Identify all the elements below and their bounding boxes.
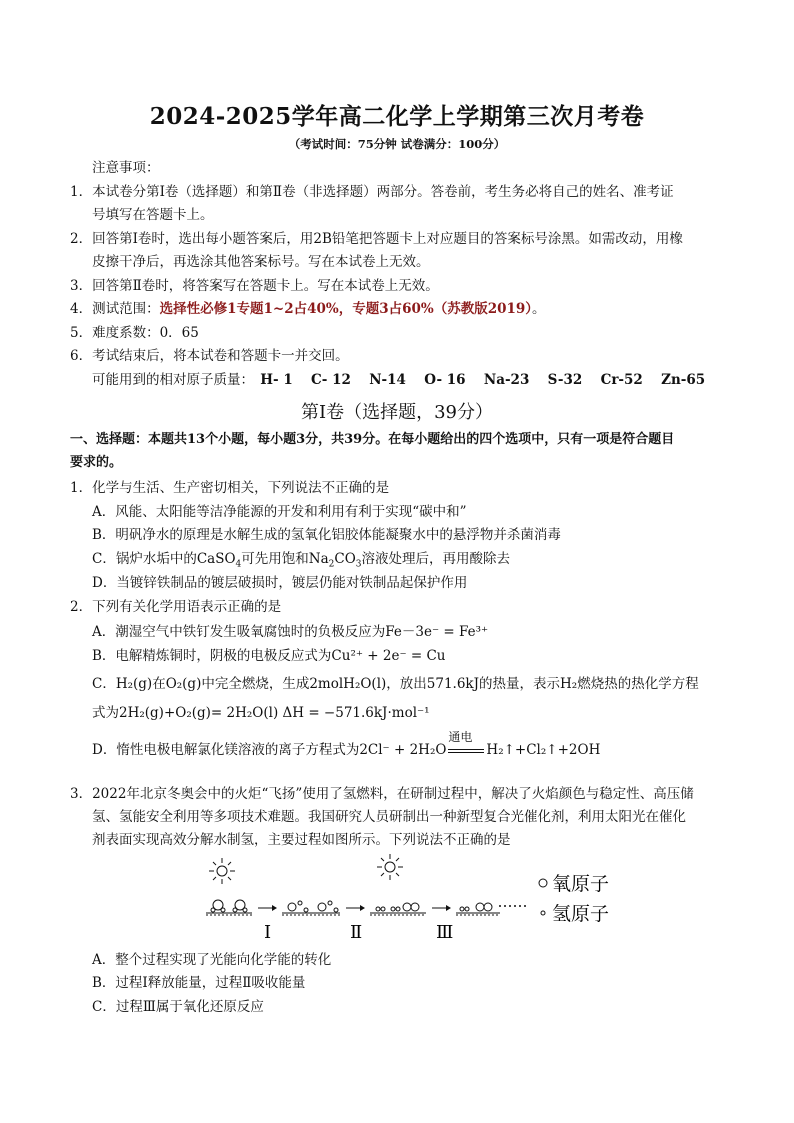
sun-icon <box>209 858 235 884</box>
notice-line: 3．回答第Ⅱ卷时，将答案写在答题卡上。写在本试卷上无效。 <box>70 278 439 294</box>
notice-scope-range: 选择性必修1专题1~2占40%，专题3占60%（苏教版2019） <box>159 301 533 317</box>
option-c-post: 溶液处理后，再用酸除去 <box>361 551 511 567</box>
question-stem-cont: 剂表面实现高效分解水制氢，主要过程如图所示。下列说法不正确的是 <box>92 832 511 848</box>
option-a: A．风能、太阳能等洁净能源的开发和利用有利于实现“碳中和” <box>92 504 467 520</box>
stage-label: Ⅱ <box>350 922 363 943</box>
oxygen-atom-icon <box>539 879 547 887</box>
hydrogen-atom-icon <box>541 911 545 915</box>
notice-submit: 6．考试结束后，将本试卷和答题卡一并交回。 <box>70 348 349 364</box>
option-c: C．H₂(g)在O₂(g)中完全燃烧，生成2molH₂O(l)，放出571.6kJ的热量，表示H₂燃烧热的热化学方程 <box>92 676 699 692</box>
part-heading: 一、选择题：本题共13个小题，每小题3分，共39分。在每小题给出的四个选项中，只有一项是符合题目 <box>70 432 675 447</box>
notice-line: 皮擦干净后，再选涂其他答案标号。写在本试卷上无效。 <box>92 254 430 270</box>
option-a: A．潮湿空气中铁钉发生吸氧腐蚀时的负极反应为Fe－3e⁻ = Fe³⁺ <box>92 624 489 640</box>
atomic-masses <box>92 370 719 390</box>
question-stem: 2．下列有关化学用语表示正确的是 <box>70 599 282 615</box>
option-c: C．过程Ⅲ属于氧化还原反应 <box>92 999 264 1015</box>
water-molecules <box>206 900 252 915</box>
atomic-mass: Cr-52 <box>600 372 643 388</box>
page-title: 2024-2025学年高二化学上学期第三次月考卷 <box>149 103 645 130</box>
notice-line: 2．回答第Ⅰ卷时，选出每小题答案后，用2B铅笔把答题卡上对应题目的答案标号涂黑。如需改动，用橡 <box>70 231 683 247</box>
photocatalysis-diagram <box>200 853 620 943</box>
option-d-pre: D．惰性电极电解氯化镁溶液的离子方程式为2Cl⁻ + 2H₂O <box>92 742 447 758</box>
notice-scope-prefix: 4．测试范围： <box>70 301 160 317</box>
option-b: B．过程Ⅰ释放能量，过程Ⅱ吸收能量 <box>92 975 306 991</box>
exam-info: （考试时间：75分钟 试卷满分：100分） <box>288 137 506 151</box>
intermediate-molecules <box>370 903 426 915</box>
atomic-mass-label: 可能用到的相对原子质量： <box>92 372 254 388</box>
ellipsis-dots <box>499 905 526 907</box>
atomic-mass: Na-23 <box>483 372 530 388</box>
option-b: B．明矾净水的原理是水解生成的氢氧化铝胶体能凝聚水中的悬浮物并杀菌消毒 <box>92 527 561 543</box>
notice-scope <box>70 299 546 319</box>
question-stem: 1．化学与生活、生产密切相关，下列说法不正确的是 <box>70 480 390 496</box>
atomic-mass: H- 1 <box>260 372 293 388</box>
product-molecules <box>456 903 500 915</box>
notice-difficulty: 5．难度系数：0．65 <box>70 325 199 341</box>
option-d <box>92 730 601 760</box>
atomic-mass: S-32 <box>547 372 583 388</box>
option-c-cont: 式为2H₂(g)+O₂(g)= 2H₂O(l) ΔH = −571.6kJ·mol⁻¹ <box>92 705 430 721</box>
option-c: C．锅炉水垢中的CaSO$_4$可先用饱和$Na_2CO_3$溶液处理后，再用酸除去 <box>92 551 511 570</box>
atomic-mass: N-14 <box>369 372 406 388</box>
part-heading-cont: 要求的。 <box>70 455 123 470</box>
option-d-post: H₂↑+Cl₂↑+2OH <box>486 742 601 758</box>
option-a: A．整个过程实现了光能向化学能的转化 <box>92 952 332 968</box>
legend-oxygen: 氧原子 <box>552 873 610 895</box>
dissociated-atoms <box>282 901 340 915</box>
notice-line: 号填写在答题卡上。 <box>92 207 214 223</box>
legend-hydrogen: 氢原子 <box>552 903 610 925</box>
section-title: 第Ⅰ卷（选择题，39分） <box>300 402 493 423</box>
question-stem-cont: 氢、氢能安全利用等多项技术难题。我国研究人员研制出一种新型复合光催化剂，利用太阳光在催化 <box>92 809 686 825</box>
atomic-mass: C- 12 <box>311 372 351 388</box>
stage-label: Ⅲ <box>436 922 454 943</box>
option-c-mid2: CO <box>334 551 356 567</box>
atomic-mass: Zn-65 <box>661 372 706 388</box>
option-b: B．电解精炼铜时，阴极的电极反应式为Cu²⁺ + 2e⁻ = Cu <box>92 648 446 664</box>
option-d: D．当镀锌铁制品的镀层破损时，镀层仍能对铁制品起保护作用 <box>92 575 468 591</box>
notice-scope-suffix: 。 <box>532 301 546 317</box>
reaction-arrow <box>448 749 484 753</box>
sun-icon <box>377 854 403 880</box>
notice-heading: 注意事项： <box>92 160 160 176</box>
question-stem: 3．2022年北京冬奥会中的火炬“飞扬”使用了氢燃料，在研制过程中，解决了火焰颜色与稳定性、高压储 <box>70 786 694 802</box>
electrolysis-label: 通电 <box>448 730 473 744</box>
notice-line: 1．本试卷分第Ⅰ卷（选择题）和第Ⅱ卷（非选择题）两部分。答卷前，考生务必将自己的姓名、准考证 <box>70 184 674 200</box>
option-c-mid: 可先用饱和Na <box>241 551 329 567</box>
atomic-mass: O- 16 <box>424 372 466 388</box>
stage-label: Ⅰ <box>264 922 272 943</box>
option-c-pre: C．锅炉水垢中的CaSO <box>92 551 236 567</box>
